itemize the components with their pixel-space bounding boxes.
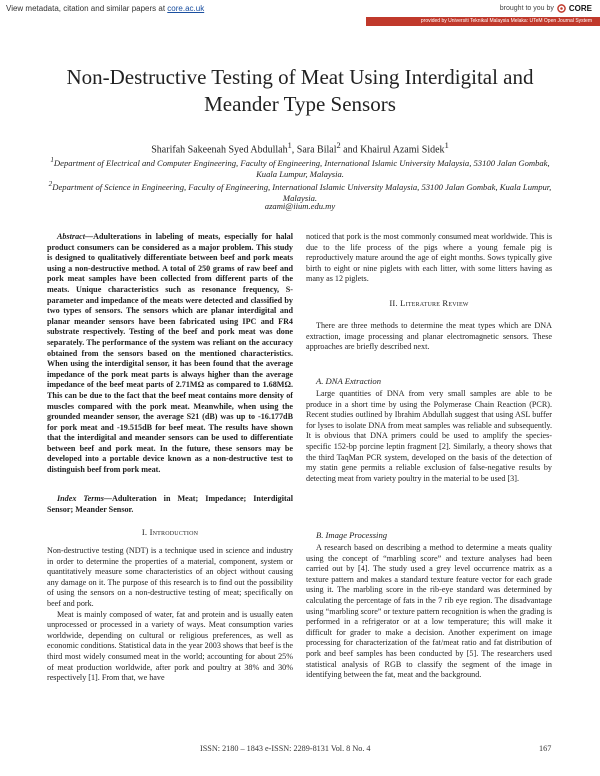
subsection-heading-image-processing: B. Image Processing: [316, 530, 388, 540]
subsection-heading-dna-extraction: A. DNA Extraction: [316, 376, 382, 386]
affiliation-1: [40, 155, 560, 180]
section-heading-literature-review: II. Literature Review: [389, 298, 469, 308]
paper-title: Non-Destructive Testing of Meat Using Interdigital and Meander Type Sensors: [66, 65, 534, 116]
affiliation-sup: 1: [50, 156, 54, 164]
section-heading-introduction: I. Introduction: [141, 527, 199, 537]
author-name: Sharifah Sakeenah Syed Abdullah: [151, 144, 288, 156]
paragraph: There are three methods to determine the meat types which are DNA extraction, image processing and planar electromagnetic sensors. These approaches are briefly described next.: [306, 321, 552, 352]
core-view-text: View metadata, citation and similar papers at: [6, 4, 166, 13]
author-sup: 2: [336, 141, 341, 150]
abstract: [47, 232, 293, 476]
paragraph: Non-destructive testing (NDT) is a technique used in science and industry in order to determine the properties of a material, component, system or quantitatively measure some characteristics of an object without causing any damage on it. The purpose of this research is to find out the possibility of using the sensors on a non-destructive testing of meat; specifically on beef and pork.: [47, 546, 293, 608]
index-terms-label: Index Terms: [57, 494, 104, 503]
index-terms: [47, 494, 293, 515]
paragraph: noticed that pork is the most commonly consumed meat worldwide. This is due to the life process of the pigs where a young female pig is reproductively mature around the age of eight months. Sows typically give birth to eight or nine piglets with each litter, with some litters having as many as 12 piglets.: [306, 232, 552, 284]
dna-extraction-body: [306, 389, 552, 484]
author-email: azami@iium.edu.my: [264, 201, 336, 211]
image-processing-body: [306, 543, 552, 681]
literature-intro: [306, 321, 552, 353]
core-header: [0, 0, 600, 28]
affiliation-text: Department of Electrical and Computer Engineering, Faculty of Engineering, International Islamic University Malaysia, 53100 Jalan Gombak, Kuala Lumpur, Malaysia.: [53, 157, 550, 179]
introduction-body: [47, 546, 293, 684]
core-brought-by[interactable]: [500, 4, 592, 13]
author-name: Sara Bilal: [296, 144, 337, 156]
paragraph: Meat is mainly composed of water, fat and protein and is usually eaten unprocessed or processed in a variety of ways. Meat consumption varies worldwide, depending on cultural or religious preferences, as well as economic conditions. Statistical data in the year 2003 shows that beef is the third most widely consumed meat in the world; accounting for about 25% of meat production worldwide, after pork and poultry at 38% and 30% respectively [1]. From that, we have: [47, 609, 293, 683]
author-sup: 1: [287, 141, 292, 150]
core-metadata-link[interactable]: [6, 4, 204, 13]
core-link-url[interactable]: core.ac.uk: [167, 4, 205, 13]
paragraph: A research based on describing a method to determine a meats quality using the concept of “marbling score” and texture analyses had been carried out by [4]. The study used a grey level occurrence matrix as a texture pattern and makes a standard texture feature vector for each grade using it. The marbling score in the rib-eye standard was determined by calculating the percentage of fats in the 7 rib eye region. The disadvantage using “marbling score” or texture pattern recognition is when the grading is performed in a refrigerator or at a low temperature; this will make it difficult for grader to make a decision. Another experiment on image processing for characterization of the fat/meat ratio and fat distribution of pork and beef samples has been conducted by [5]. The researchers used statistical analysis of RGB to classify the segment of the image in identifying between the fat, meat and the background.: [306, 543, 552, 680]
paragraph: Large quantities of DNA from very small samples are able to be produce in a short time by using the Polymerase Chain Reaction (PCR). Recent studies outlined by Ibrahim Abdullah suggest that using ASL buffer for lyses to isolate DNA from meat samples was reliable and subsequently. It is obvious that DNA primers could be used to amplify the species-specific 152-bp porcine leptin fragment [2]. Similarly, a theory shows that the third TaqMan PCR system, developed on the basis of the detection of my statin gene permits a reliable exclusion of false-negative results by detecting meat from variety poultry in the material to be used [3].: [306, 389, 552, 483]
core-logo-text: CORE: [568, 4, 592, 13]
page-number: 167: [539, 744, 552, 753]
introduction-continued: [306, 232, 552, 285]
abstract-label: Abstract: [57, 232, 85, 241]
affiliation-text: Department of Science in Engineering, Faculty of Engineering, International Islamic University Malaysia, 53100 Jalan Gombak, Kuala Lumpur, Malaysia.: [52, 181, 552, 203]
footer-issn: ISSN: 2180 – 1843 e-ISSN: 2289-8131 Vol. 8 No. 4: [200, 744, 371, 753]
core-provided-bar[interactable]: [366, 17, 600, 26]
abstract-text: —Adulterations in labeling of meats, especially for halal product consumers can be considered as a major problem. This study is designed to qualitatively differentiate between beef and pork meats using a non-destructive method. A total of 250 grams of raw beef and pork meat samples have been collected from different parts of the meats. Unique characteristics such as resonance frequency, S-parameter and impedance of the meats were detected and classified by two types of sensors. The sensors which are planar interdigital and planar meander sensors have been fabricated using IPC and FR4 substrate respectively. Testing of the beef and pork meat was done separately. The performance of the system was reliant on the accuracy obtained from the sensors based on the mentioned characteristics. When using the interdigital sensor, it has been found that the average impedance of the pork meat parts is always higher than the average impedance of the beef meat parts of 2.71MΩ as compared to 1.68MΩ. This can be due to the fact that the beef meat contains more density of muscles compared with the pork meat. Meanwhile, when using the grounded meander sensor, the average S21 (dB) was up to -16.177dB for pork meat and -19.515dB for beef meat. The results have shown that the interdigital and meander sensors can be used to differentiate between beef and pork meat. In the future, these sensors may be developed into a portable device known as a non-destructive test to distinguish beef from pork meat.: [47, 232, 293, 475]
author-sup: 1: [444, 141, 449, 150]
core-logo-icon: [557, 4, 566, 13]
affiliation-sup: 2: [48, 180, 53, 188]
index-terms-text: —Adulteration in Meat; Impedance; Interdigital Sensor; Meander Sensor.: [47, 494, 293, 514]
core-provided-text: provided by Universiti Teknikal Malaysia Melaka: UTeM Open Journal System: [420, 18, 592, 24]
brought-by-text: brought to you by: [499, 5, 554, 12]
author-list: Sharifah Sakeenah Syed Abdullah$^1$, Sara Bilal$^2$ and Khairul Azami Sidek$^1$: [151, 141, 449, 156]
author-name: Khairul Azami Sidek: [360, 144, 445, 156]
